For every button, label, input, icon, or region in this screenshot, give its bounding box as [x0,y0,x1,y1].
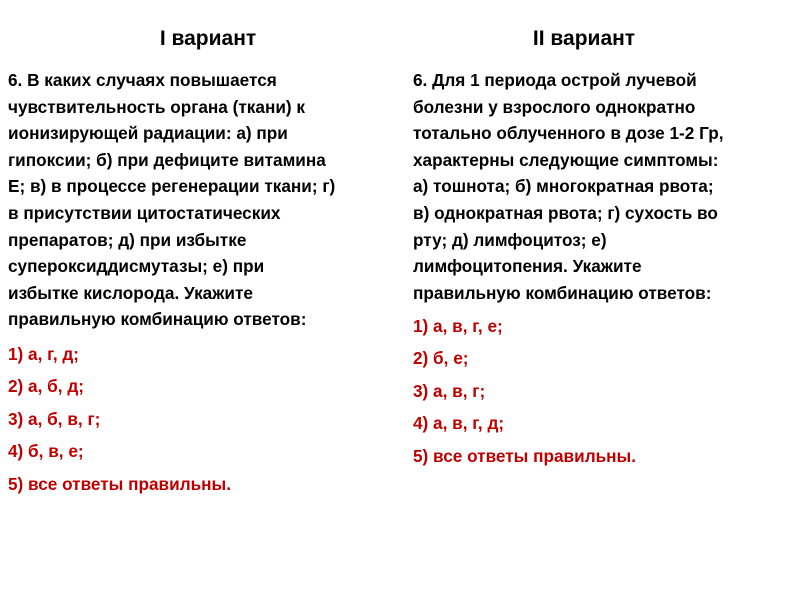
question-line: Е; в) в процессе регенерации ткани; г) [8,176,336,197]
answer-option-2: 2) а, б, д; [8,376,84,397]
question-line: ионизирующей радиации: а) при [8,123,288,144]
answer-option-5: 5) все ответы правильны. [8,473,232,494]
question-line: в присутствии цитостатических [8,202,281,223]
answer-option-3: 3) а, б, в, г; [8,408,101,429]
question-line: правильную комбинацию ответов: [413,282,712,303]
answer-option-2: 2) б, е; [413,348,469,369]
question-line: препаратов; д) при избытке [8,229,247,250]
question-line: болезни у взрослого однократно [413,96,696,117]
question-line: супероксиддисмутазы; е) при [8,256,265,277]
variant-1-heading: I вариант [159,27,257,50]
variant-1-answer-list [8,338,231,500]
question-line: 6. Для 1 периода острой лучевой [413,70,697,90]
question-line: избытке кислорода. Укажите [8,282,253,303]
question-line: рту; д) лимфоцитоз; е) [413,229,607,250]
question-line: тотально облученного в дозе 1-2 Гр, [413,123,724,144]
question-line: чувствительность органа (ткани) к [8,96,305,117]
question-line: лимфоцитопения. Укажите [413,256,642,277]
answer-option-1: 1) а, в, г, е; [413,316,503,336]
answer-option-3: 3) а, в, г; [413,380,486,401]
variant-1-question [8,67,335,333]
variant-2-question [413,67,723,306]
answer-option-1: 1) а, г, д; [8,344,79,364]
question-line: в) однократная рвота; г) сухость во [413,202,718,223]
question-line: а) тошнота; б) многократная рвота; [413,176,714,197]
variant-2-answer-list [413,310,636,472]
question-line: правильную комбинацию ответов: [8,309,307,330]
variant-2-heading: II вариант [532,27,636,50]
answer-option-4: 4) б, в, е; [8,441,84,462]
answer-option-4: 4) а, в, г, д; [413,413,505,434]
answer-option-5: 5) все ответы правильны. [413,445,637,466]
question-line: 6. В каких случаях повышается [8,70,277,90]
question-line: гипоксии; б) при дефиците витамина [8,149,326,170]
question-line: характерны следующие симптомы: [413,149,719,170]
